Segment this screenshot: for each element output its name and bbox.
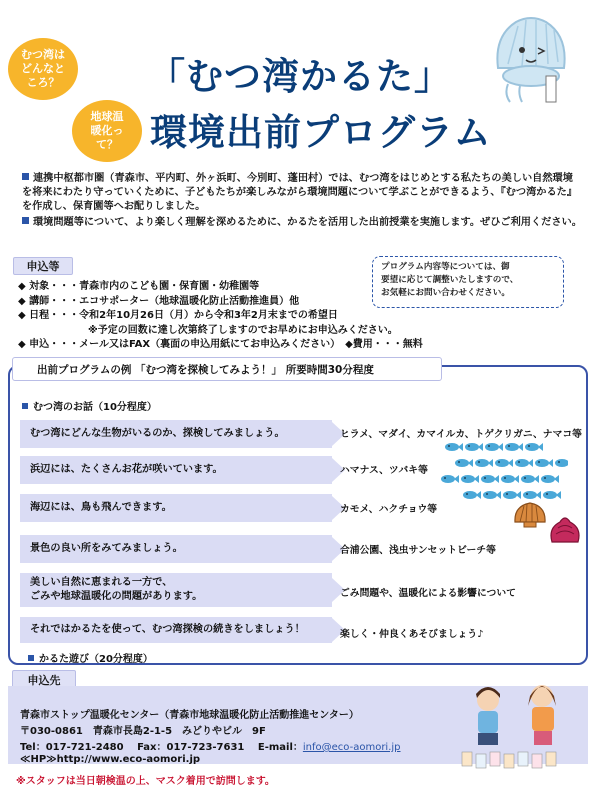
fish-icon xyxy=(455,459,473,467)
page-title-line1: 「むつ湾かるた」 xyxy=(148,55,452,98)
apply-section-label: 申込等 xyxy=(13,257,73,275)
fish-icon xyxy=(505,443,523,451)
fish-icon xyxy=(463,491,481,499)
fish-icon xyxy=(523,491,541,499)
apply-details xyxy=(18,280,423,353)
fish-icon xyxy=(525,443,543,451)
fish-icon xyxy=(541,475,559,483)
detail-target: ◆ 対象・・・青森市内のこども園・保育園・幼稚園等 xyxy=(18,281,260,292)
fish-icon xyxy=(521,475,539,483)
contact-organization: 青森市ストップ温暖化センター（青森市地球温暖化防止活動推進センター） xyxy=(20,710,359,721)
fish-icon xyxy=(485,443,503,451)
detail-method: ◆ 申込・・・メール又はFAX（裏面の申込用紙にてお申込みください） ◆費用・・・無料 xyxy=(18,339,423,350)
sea-snail-shell-icon xyxy=(548,514,582,546)
section-karuta-text: かるた遊び（20分程度） xyxy=(39,654,153,665)
fish-icon xyxy=(481,475,499,483)
step-5-note: ごみ問題や、温暖化による影響について xyxy=(340,588,516,599)
detail-schedule-note: ※予定の回数に達し次第終了しますのでお早めにお申込みください。 xyxy=(88,324,398,336)
children-playing-karuta-icon xyxy=(450,676,578,776)
fish-icon xyxy=(461,475,479,483)
section-talk-label xyxy=(22,398,157,413)
step-1: むつ湾にどんな生物がいるのか、探検してみましょう。 xyxy=(20,420,332,448)
detail-instructor: ◆ 講師・・・エコサポーター（地球温暖化防止活動推進員）他 xyxy=(18,295,300,307)
fish-icon xyxy=(515,459,533,467)
step-6-note: 楽しく・仲良くあそびましょう♪ xyxy=(340,629,484,640)
scallop-mascot-icon xyxy=(488,6,574,106)
fish-school-icon xyxy=(440,440,568,508)
contact-address: 〒030-0861 青森市長島2-1-5 みどりやビル 9F xyxy=(20,726,266,737)
contact-tel-fax: Tel：017-721-2480 Fax：017-723-7631 E-mail： xyxy=(20,742,303,753)
scallop-shell-icon xyxy=(512,500,548,530)
question-bubble-global-warming: 地球温 暖化っ て？ xyxy=(72,100,142,162)
step-4-note: 合浦公園、浅虫サンセットビーチ等 xyxy=(340,545,496,556)
step-3-note: カモメ、ハクチョウ等 xyxy=(340,504,438,515)
step-2-note: ハマナス、ツバキ等 xyxy=(340,465,428,476)
fish-icon xyxy=(483,491,501,499)
bullet-square-icon xyxy=(28,655,34,661)
fish-icon xyxy=(555,459,568,467)
page-title-line2: 環境出前プログラム xyxy=(150,111,492,154)
fish-icon xyxy=(501,475,519,483)
contact-homepage[interactable]: ≪HP≫http://www.eco-aomori.jp xyxy=(20,754,201,765)
section-karuta-label xyxy=(28,650,153,665)
contact-email-link[interactable]: info@eco-aomori.jp xyxy=(302,742,401,753)
bullet-square-icon xyxy=(22,173,29,180)
step-2: 浜辺には、たくさんお花が咲いています。 xyxy=(20,456,332,484)
fish-icon xyxy=(495,459,513,467)
step-5: 美しい自然に恵まれる一方で、 ごみや地球温暖化の問題があります。 xyxy=(20,573,332,607)
bullet-square-icon xyxy=(22,217,29,224)
detail-schedule: ◆ 日程・・・令和2年10月26日（月）から令和3年2月末までの希望日 xyxy=(18,310,338,321)
step-6: それではかるたを使って、むつ湾探検の続きをしましょう！ xyxy=(20,617,332,643)
fish-icon xyxy=(543,491,561,499)
fish-icon xyxy=(503,491,521,499)
step-3: 海辺には、鳥も飛んできます。 xyxy=(20,494,332,522)
fish-icon xyxy=(535,459,553,467)
contact-section-label: 申込先 xyxy=(12,670,76,689)
fish-icon xyxy=(475,459,493,467)
step-4: 景色の良い所をみてみましょう。 xyxy=(20,535,332,563)
contact-phone-fax-email xyxy=(20,738,401,753)
question-bubble-mutsu-bay: むつ湾は どんなと ころ？ xyxy=(8,38,78,100)
step-1-note: ヒラメ、マダイ、カマイルカ、トゲクリガニ、ナマコ等 xyxy=(340,429,582,440)
program-notice-box: プログラム内容等については、御 要望に応じて調整いたしますので、 お気軽にお問い合わせください。 xyxy=(372,256,564,308)
fish-icon xyxy=(465,443,483,451)
intro-paragraph-1 xyxy=(22,172,582,214)
intro-paragraph-2 xyxy=(22,216,582,230)
fish-icon xyxy=(441,475,459,483)
intro-text-2: 環境問題等について、より楽しく理解を深めるために、かるたを活用した出前授業を実施します。ぜひご利用ください。 xyxy=(33,217,582,228)
bullet-square-icon xyxy=(22,403,28,409)
fish-icon xyxy=(445,443,463,451)
section-talk-text: むつ湾のお話（10分程度） xyxy=(33,402,157,413)
staff-notice: ※スタッフは当日朝検温の上、マスク着用で訪問します。 xyxy=(16,776,275,787)
intro-text-1: 連携中枢都市圏（青森市、平内町、外ヶ浜町、今別町、蓬田村）では、むつ湾をはじめとする私たちの美しい自然環境を将来にわたり守っていくために、子どもたちが楽しみながら環境問題について学ぶことができるよう、『むつ湾かるた』を作成し、保育園等へお配りしました。 xyxy=(22,173,578,212)
example-program-header: 出前プログラムの例 「むつ湾を探検してみよう！」 所要時間30分程度 xyxy=(12,357,442,381)
